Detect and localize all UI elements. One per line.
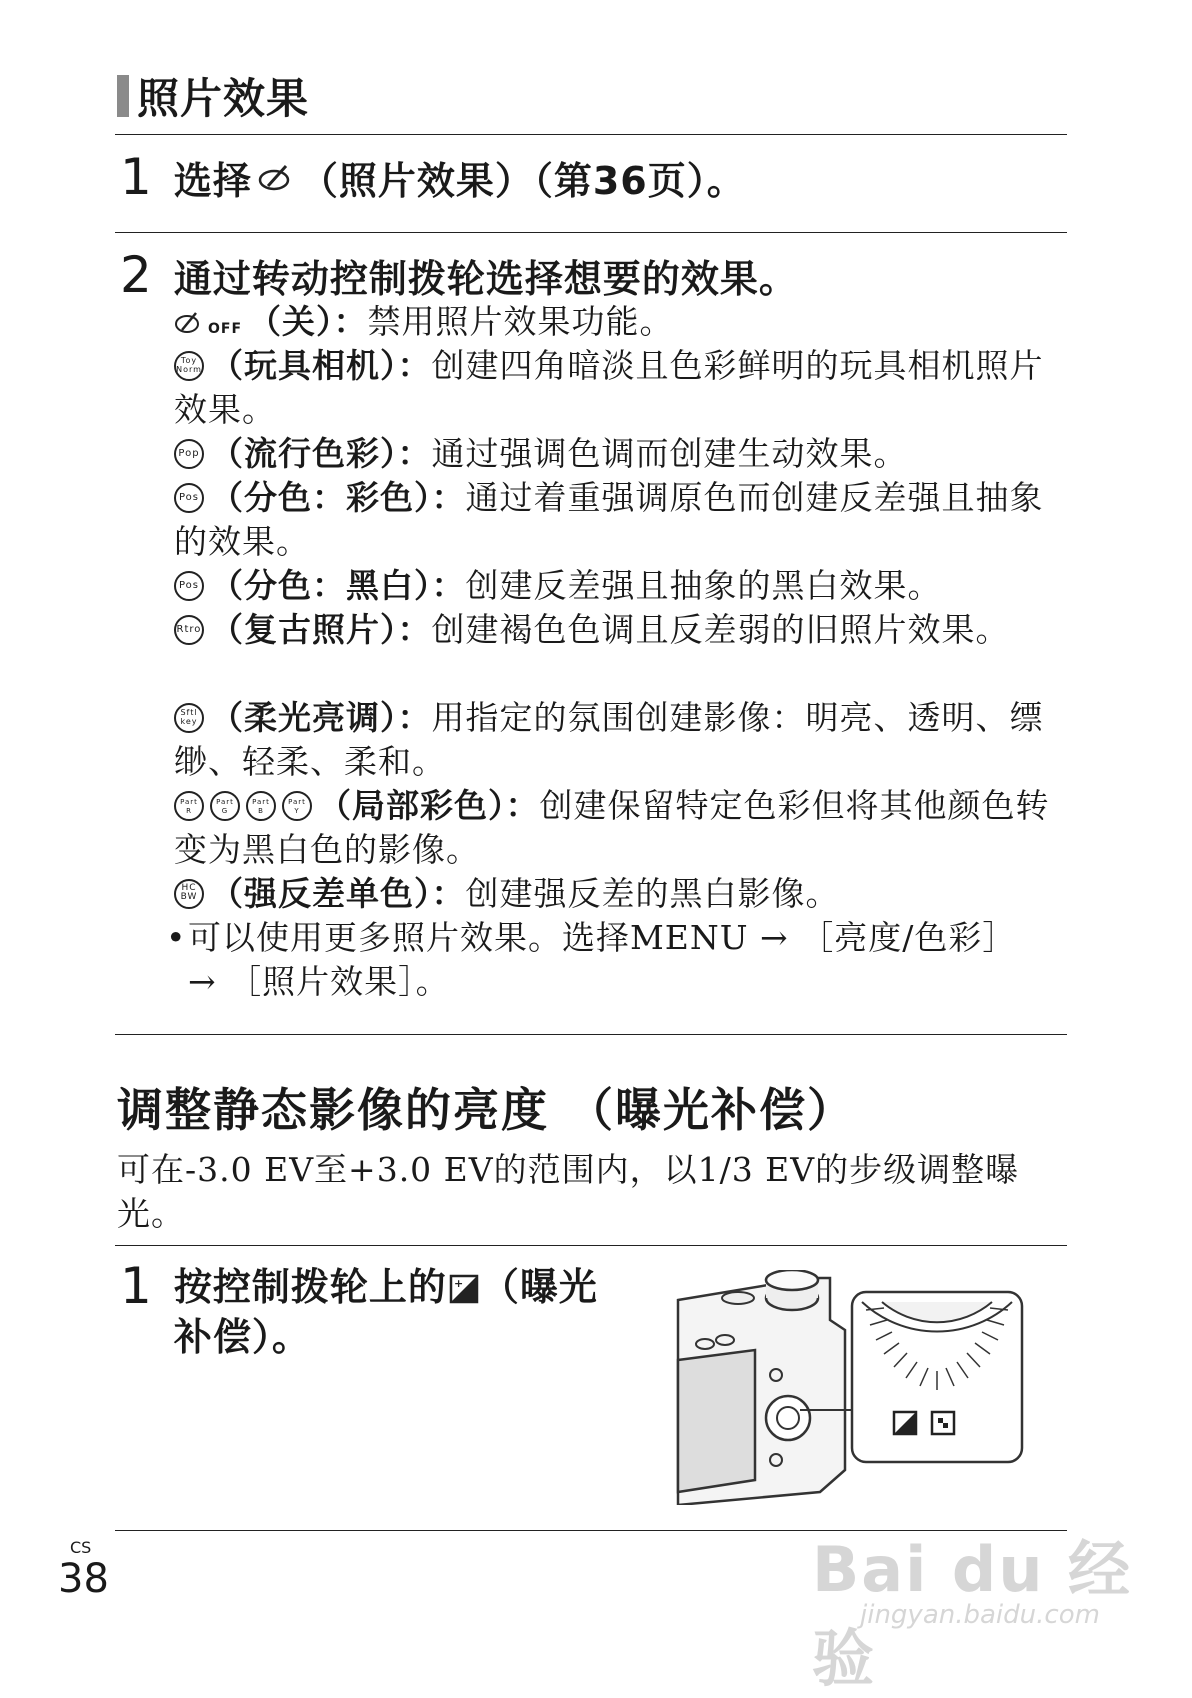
effect-posterization-color: Pos （分色：彩色）：通过着重强调原色而创建反差强且抽象的效果。 xyxy=(174,478,1044,561)
step-text-pre: 选择 xyxy=(173,158,252,203)
soft-high-key-icon: Sftl key xyxy=(174,703,204,733)
language-code: CS xyxy=(70,1538,92,1557)
effect-posterization-bw: Pos （分色：黑白）：创建反差强且抽象的黑白效果。 xyxy=(174,564,1054,608)
effect-pop-color: Pop （流行色彩）：通过强调色调而创建生动效果。 xyxy=(174,432,1054,476)
effect-partial-color: Part RPart GPart BPart Y （局部彩色）：创建保留特定色彩但将其他颜色转变为黑白色的影像。 xyxy=(174,786,1050,869)
exposure-compensation-icon xyxy=(449,1274,479,1304)
page-number: 38 xyxy=(58,1556,109,1602)
step-text: 按控制拨轮上的 + （曝光补偿）。 xyxy=(173,1265,598,1359)
effect-retro-photo: Rtro （复古照片）：创建褐色色调且反差弱的旧照片效果。 xyxy=(174,608,1054,652)
camera-illustration xyxy=(670,1270,1050,1505)
step-1 xyxy=(120,148,746,206)
watermark-logo: Bai du 经验 xyxy=(812,1533,1133,1695)
step-text: 通过转动控制拨轮选择想要的效果。 xyxy=(173,256,798,301)
effect-high-contrast-mono: HC BW （强反差单色）：创建强反差的黑白影像。 xyxy=(174,872,1054,916)
step-text-post: （照片效果）（第36页）。 xyxy=(299,158,746,203)
toy-camera-icon: Toy Norm xyxy=(174,351,204,381)
bullet: • xyxy=(166,918,187,957)
watermark-url: jingyan.baidu.com xyxy=(860,1600,1100,1630)
photo-effect-off-icon xyxy=(174,309,204,335)
partial-color-red-icon: Part R xyxy=(174,791,204,821)
divider xyxy=(115,1245,1067,1246)
partial-color-green-icon: Part G xyxy=(210,791,240,821)
effect-soft-high-key: Sftl key （柔光亮调）：用指定的氛围创建影像：明亮、透明、缥缈、轻柔、柔和。 xyxy=(174,698,1044,781)
partial-color-yellow-icon: Part Y xyxy=(282,791,312,821)
exposure-step-1 xyxy=(120,1257,640,1362)
pop-color-icon: Pop xyxy=(174,439,204,469)
retro-photo-icon: Rtro xyxy=(174,615,204,645)
step-number: 1 xyxy=(120,1257,152,1315)
section-title xyxy=(117,66,309,126)
note-text: 可以使用更多照片效果。选择MENU → ［亮度/色彩］ → ［照片效果］。 xyxy=(188,918,1017,1001)
exposure-title: 调整静态影像的亮度 （曝光补偿） xyxy=(117,1083,856,1137)
photo-effect-icon xyxy=(256,160,296,194)
divider xyxy=(115,232,1067,233)
effect-toy-camera: Toy Norm （玩具相机）：创建四角暗淡且色彩鲜明的玩具相机照片效果。 xyxy=(174,346,1044,429)
step-number: 1 xyxy=(120,148,152,206)
exposure-intro: 可在-3.0 EV至+3.0 EV的范围内，以1/3 EV的步级调整曝光。 xyxy=(117,1150,1020,1233)
step-2 xyxy=(120,246,798,304)
partial-color-blue-icon: Part B xyxy=(246,791,276,821)
section-marker xyxy=(117,75,129,117)
divider xyxy=(115,134,1067,135)
step-number: 2 xyxy=(120,246,152,304)
effect-off: OFF （关）：禁用照片效果功能。 xyxy=(174,300,1054,351)
divider xyxy=(115,1034,1067,1035)
posterization-color-icon: Pos xyxy=(174,483,204,513)
high-contrast-mono-icon: HC BW xyxy=(174,879,204,909)
posterization-bw-icon: Pos xyxy=(174,571,204,601)
section-title-text: 照片效果 xyxy=(137,74,310,123)
note xyxy=(166,916,1026,1004)
svg-text:+: + xyxy=(453,1277,465,1290)
